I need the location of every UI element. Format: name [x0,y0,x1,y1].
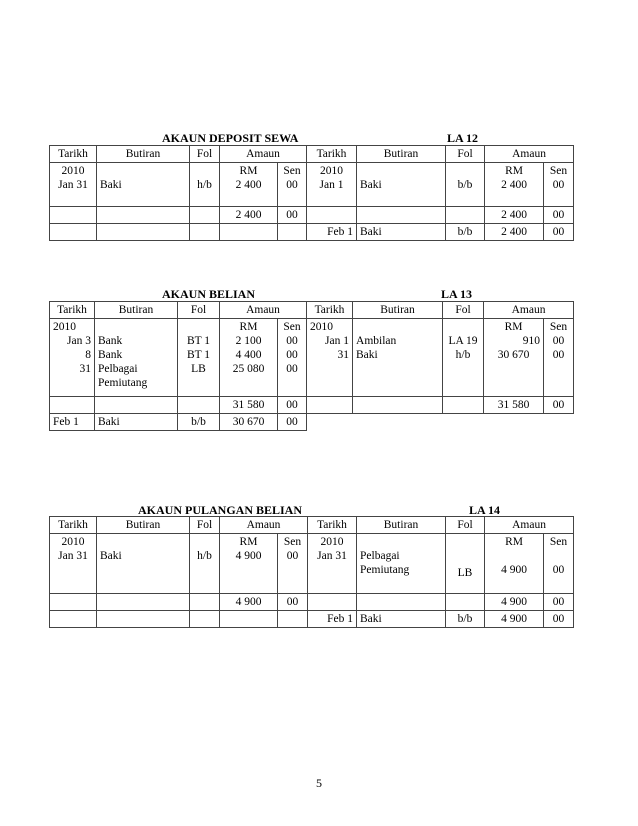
t2-title: AKAUN BELIAN [162,287,256,301]
col-fol: Fol [190,517,220,534]
col-tarikh: Tarikh [307,146,357,163]
rm-cell: RM 910 30 670 [484,319,544,397]
item-cell: Baki [97,534,190,594]
total-rm: 31 580 [484,397,544,414]
total-rm: 2 400 [220,207,278,224]
date-cell: 2010 Jan 31 [50,163,97,207]
col-amaun: Amaun [485,146,574,163]
col-tarikh: Tarikh [308,517,357,534]
col-amaun: Amaun [485,517,574,534]
sen-cell: Sen 00 [544,163,574,207]
date-cell: 2010 Jan 3 8 31 [50,319,95,397]
item-cell: Baki [357,224,446,241]
fol-cell: BT 1 BT 1 LB [178,319,220,397]
fol-cell: b/b [178,414,220,431]
header-row [50,146,574,163]
total-sen: 00 [544,207,574,224]
sen-cell: Sen 00 00 [544,319,574,397]
col-butiran: Butiran [353,302,443,319]
rm-cell: RM 4 900 [220,534,278,594]
total-rm: 4 900 [485,594,544,611]
fol-cell: b/b [446,224,485,241]
rm-cell: RM 2 400 [220,163,278,207]
sen-cell: 00 [278,414,307,431]
col-amaun: Amaun [220,302,307,319]
rm-cell: RM 4 900 [485,534,544,594]
total-sen: 00 [278,594,308,611]
col-fol: Fol [446,146,485,163]
item-cell: Baki [357,611,446,628]
page-number: 5 [316,776,322,790]
balance-row [50,414,574,431]
sen-cell: Sen 00 [278,163,307,207]
date-cell: 2010 Jan 31 [308,534,357,594]
total-rm: 2 400 [485,207,544,224]
header-row [50,302,574,319]
date-cell: 2010 Jan 1 [307,163,357,207]
date-cell: Feb 1 [50,414,95,431]
col-tarikh: Tarikh [50,146,97,163]
entry-row [50,163,574,207]
total-sen: 00 [278,397,307,414]
col-amaun: Amaun [220,146,307,163]
total-row [50,397,574,414]
fol-cell: h/b [190,163,220,207]
date-cell: 2010 Jan 31 [50,534,97,594]
col-butiran: Butiran [95,302,178,319]
t1-title: AKAUN DEPOSIT SEWA [162,131,299,145]
sen-cell: 00 [544,611,574,628]
fol-cell: LA 19 h/b [443,319,484,397]
col-amaun: Amaun [484,302,574,319]
rm-cell: 2 400 [485,224,544,241]
col-fol: Fol [190,146,220,163]
rm-cell: 4 900 [485,611,544,628]
col-fol: Fol [443,302,484,319]
total-rm: 4 900 [220,594,278,611]
balance-row [50,224,574,241]
col-tarikh: Tarikh [50,517,97,534]
date-cell: Feb 1 [307,224,357,241]
fol-cell: h/b [190,534,220,594]
fol-cell: LB [446,534,485,594]
col-butiran: Butiran [97,517,190,534]
item-cell: Ambilan Baki [353,319,443,397]
entry-row [50,319,574,397]
col-butiran: Butiran [97,146,190,163]
rm-cell: 30 670 [220,414,278,431]
col-butiran: Butiran [357,517,446,534]
ledger-deposit-sewa [49,145,574,241]
sen-cell: Sen 00 00 00 [278,319,307,397]
ledger-belian [49,301,574,431]
sen-cell: 00 [544,224,574,241]
sen-cell: Sen 00 [544,534,574,594]
total-row [50,207,574,224]
rm-cell: RM 2 100 4 400 25 080 [220,319,278,397]
fol-cell: b/b [446,163,485,207]
total-sen: 00 [278,207,307,224]
header-row [50,517,574,534]
ledger-pulangan-belian [49,516,574,628]
item-cell: Baki [357,163,446,207]
total-row [50,594,574,611]
balance-row [50,611,574,628]
t1-code: LA 12 [447,131,479,145]
item-cell: Bank Bank Pelbagai Pemiutang [95,319,178,397]
col-butiran: Butiran [357,146,446,163]
total-sen: 00 [544,397,574,414]
item-cell: Baki [95,414,178,431]
item-cell: Pelbagai Pemiutang [357,534,446,594]
fol-cell: b/b [446,611,485,628]
col-fol: Fol [446,517,485,534]
rm-cell: RM 2 400 [485,163,544,207]
entry-row [50,534,574,594]
sen-cell: Sen 00 [278,534,308,594]
col-tarikh: Tarikh [307,302,353,319]
item-cell: Baki [97,163,190,207]
total-rm: 31 580 [220,397,278,414]
date-cell: 2010 Jan 1 31 [307,319,353,397]
col-fol: Fol [178,302,220,319]
t3-title: AKAUN PULANGAN BELIAN [138,503,303,517]
t3-code: LA 14 [469,503,501,517]
total-sen: 00 [544,594,574,611]
t2-code: LA 13 [441,287,473,301]
col-amaun: Amaun [220,517,308,534]
date-cell: Feb 1 [308,611,357,628]
col-tarikh: Tarikh [50,302,95,319]
